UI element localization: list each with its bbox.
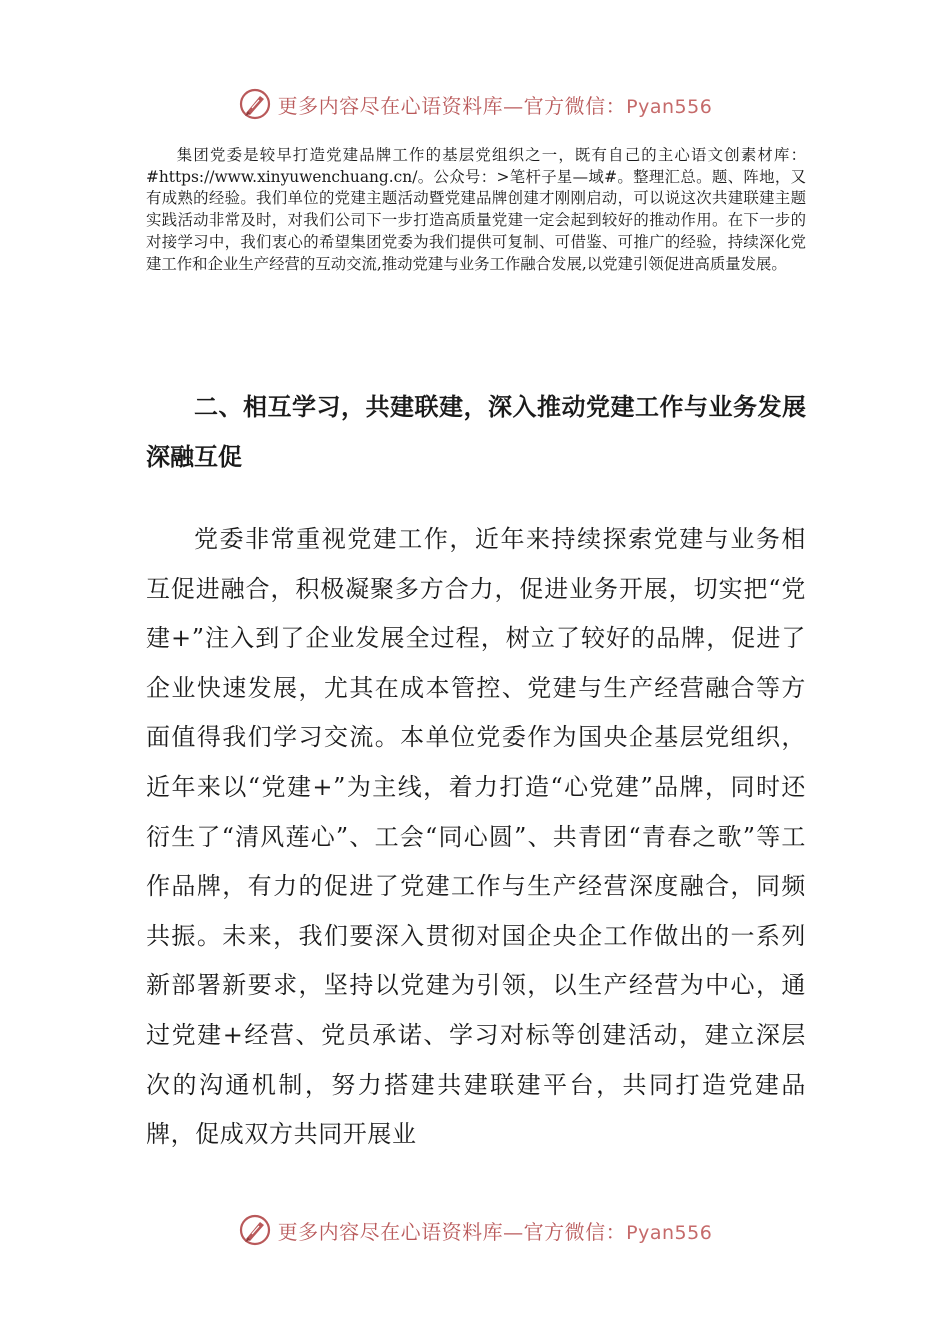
intro-paragraph: 集团党委是较早打造党建品牌工作的基层党组织之一，既有自己的主心语文创素材库：#https://www.xinyuwenchuang.cn/。公众号：>笔杆子星—域#。整理汇总。题、阵地，又有成熟的经验。我们单位的党建主题活动暨党建品牌创建才刚刚启动，可以说这次共建联建主题实践活动非常及时，对我们公司下一步打造高质量党建一定会起到较好的推动作用。在下一步的对接学习中，我们衷心的希望集团党委为我们提供可复制、可借鉴、可推广的经验，持续深化党建工作和企业生产经营的互动交流,推动党建与业务工作融合发展,以党建引领促进高质量发展。 (146, 146, 806, 273)
header-banner-text: 更多内容尽在心语资料库—官方微信：Pyan556 (277, 93, 713, 118)
header-wechat-account: Pyan556 (626, 95, 713, 118)
footer-banner (0, 1206, 950, 1254)
pen-nib-logo-icon (238, 87, 272, 121)
header-banner (0, 80, 950, 128)
body-block (146, 515, 806, 1160)
section-heading: 二、相互学习，共建联建，深入推动党建工作与业务发展深融互促 (146, 392, 806, 471)
pen-nib-logo-icon (238, 1213, 272, 1247)
body-paragraph: 党委非常重视党建工作，近年来持续探索党建与业务相互促进融合，积极凝聚多方合力，促进业务开展，切实把“党建+”注入到了企业发展全过程，树立了较好的品牌，促进了企业快速发展，尤其在成本管控、党建与生产经营融合等方面值得我们学习交流。本单位党委作为国央企基层党组织，近年来以“党建+”为主线，着力打造“心党建”品牌，同时还衍生了“清风莲心”、工会“同心圆”、共青团“青春之歌”等工作品牌，有力的促进了党建工作与生产经营深度融合，同频共振。未来，我们要深入贯彻对国企央企工作做出的一系列新部署新要求，坚持以党建为引领，以生产经营为中心，通过党建+经营、党员承诺、学习对标等创建活动，建立深层次的沟通机制，努力搭建共建联建平台，共同打造党建品牌，促成双方共同开展业 (146, 525, 806, 1149)
footer-wechat-account: Pyan556 (626, 1221, 713, 1244)
intro-block (146, 145, 806, 275)
footer-banner-text: 更多内容尽在心语资料库—官方微信：Pyan556 (277, 1219, 713, 1244)
